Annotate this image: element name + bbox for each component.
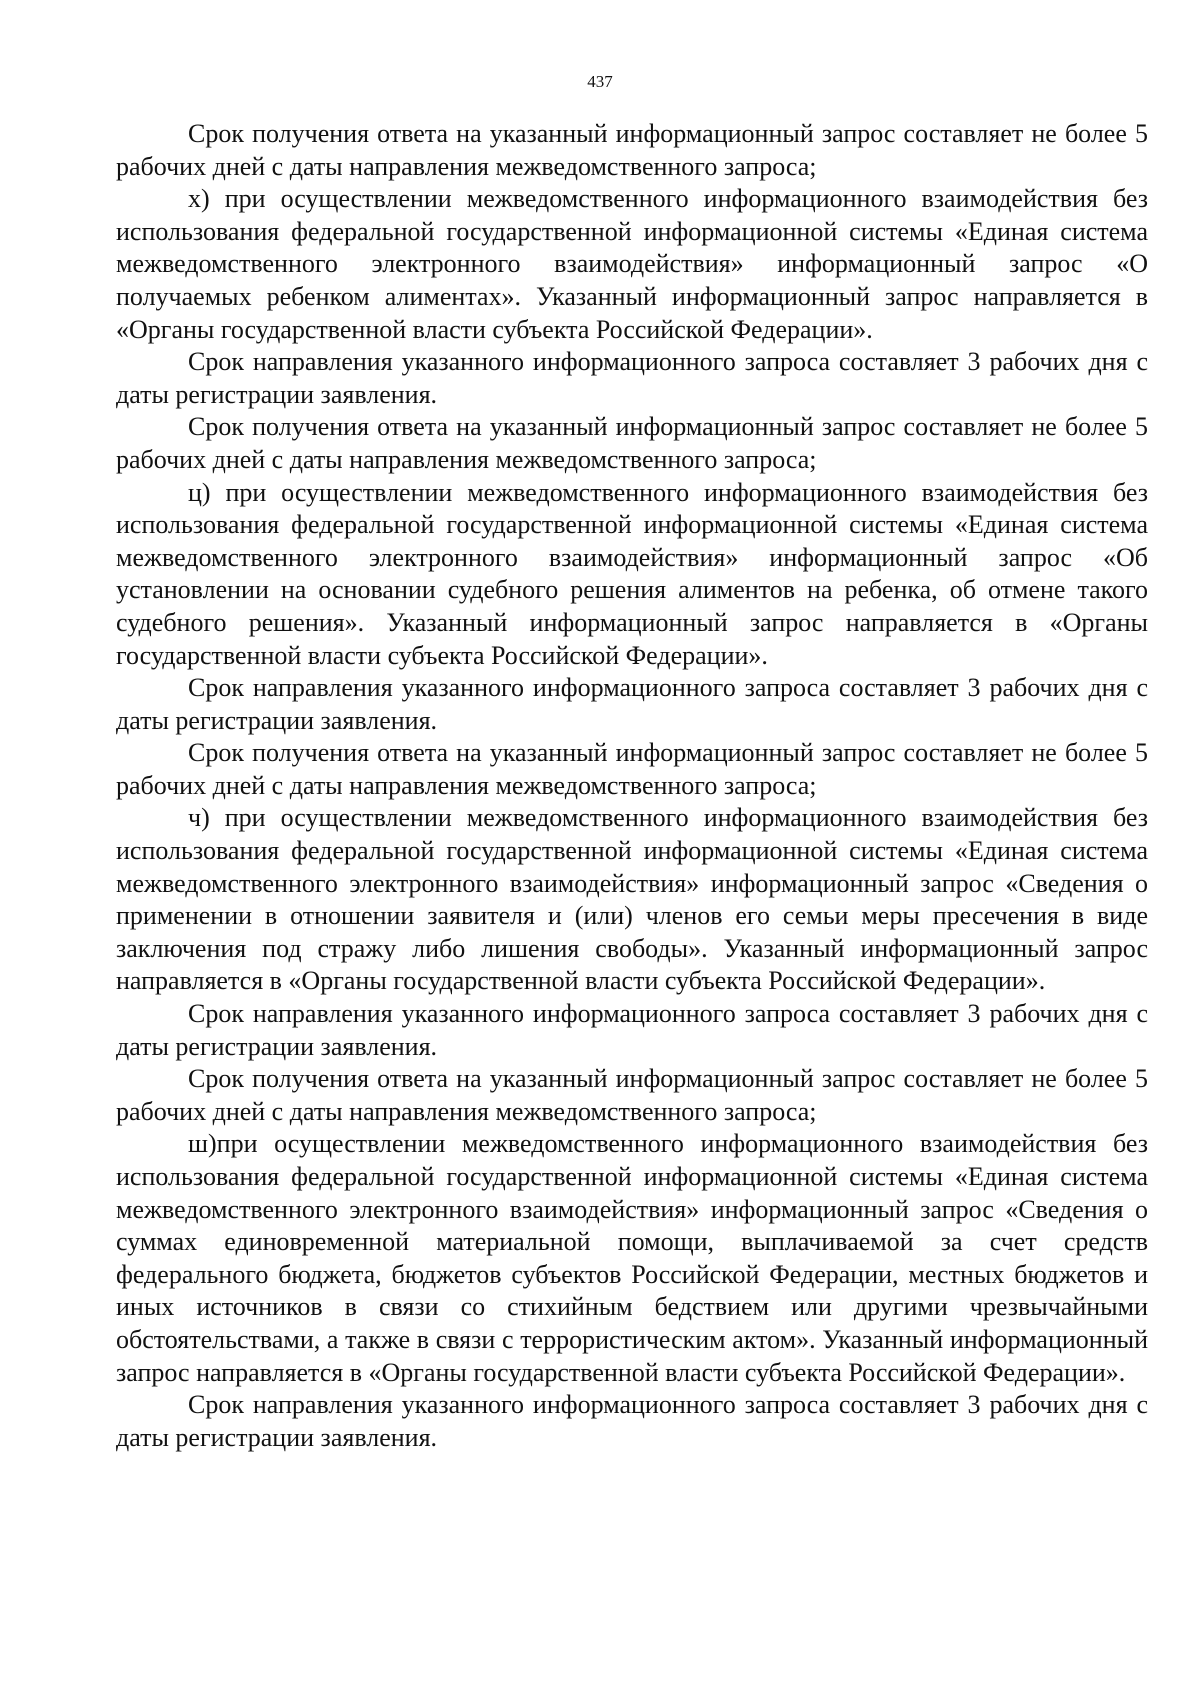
paragraph-item-ts: ц) при осуществлении межведомственного информационного взаимодействия без использования федеральной государственной информационной системы «Единая система межведомственного электронного взаимодействия» информационный запрос «Об установлении на основании судебного решения алиментов на ребенка, об отмене такого судебного решения». Указанный информационный запрос направляется в «Органы государственной власти субъекта Российской Федерации». [116,477,1148,670]
paragraph-response-deadline: Срок получения ответа на указанный информационный запрос составляет не более 5 рабочих дней с даты направления межведомственного запроса; [116,1064,1148,1126]
paragraph-response-deadline: Срок получения ответа на указанный информационный запрос составляет не более 5 рабочих дней с даты направления межведомственного запроса; [116,738,1148,800]
paragraph-item-ch: ч) при осуществлении межведомственного информационного взаимодействия без использования федеральной государственной информационной системы «Единая система межведомственного электронного взаимодействия» информационный запрос «Сведения о применении в отношении заявителя и (или) членов его семьи меры пресечения в виде заключения под стражу либо лишения свободы». Указанный информационный запрос направляется в «Органы государственной власти субъекта Российской Федерации». [116,803,1148,996]
document-body [116,118,1148,1454]
paragraph-send-deadline: Срок направления указанного информационного запроса составляет 3 рабочих дня с даты регистрации заявления. [116,1390,1148,1452]
page-number: 437 [587,72,613,91]
paragraph-response-deadline: Срок получения ответа на указанный информационный запрос составляет не более 5 рабочих дней с даты направления межведомственного запроса; [116,119,1148,181]
paragraph-send-deadline: Срок направления указанного информационного запроса составляет 3 рабочих дня с даты регистрации заявления. [116,673,1148,735]
paragraph-item-sh: ш)при осуществлении межведомственного информационного взаимодействия без использования федеральной государственной информационной системы «Единая система межведомственного электронного взаимодействия» информационный запрос «Сведения о суммах единовременной материальной помощи, выплачиваемой за счет средств федерального бюджета, бюджетов субъектов Российской Федерации, местных бюджетов и иных источников в связи со стихийным бедствием или другими чрезвычайными обстоятельствами, а также в связи с террористическим актом». Указанный информационный запрос направляется в «Органы государственной власти субъекта Российской Федерации». [116,1129,1148,1387]
paragraph-send-deadline: Срок направления указанного информационного запроса составляет 3 рабочих дня с даты регистрации заявления. [116,347,1148,409]
paragraph-item-kh: х) при осуществлении межведомственного информационного взаимодействия без использования федеральной государственной информационной системы «Единая система межведомственного электронного взаимодействия» информационный запрос «О получаемых ребенком алиментах». Указанный информационный запрос направляется в «Органы государственной власти субъекта Российской Федерации». [116,184,1148,344]
paragraph-send-deadline: Срок направления указанного информационного запроса составляет 3 рабочих дня с даты регистрации заявления. [116,999,1148,1061]
paragraph-response-deadline: Срок получения ответа на указанный информационный запрос составляет не более 5 рабочих дней с даты направления межведомственного запроса; [116,412,1148,474]
